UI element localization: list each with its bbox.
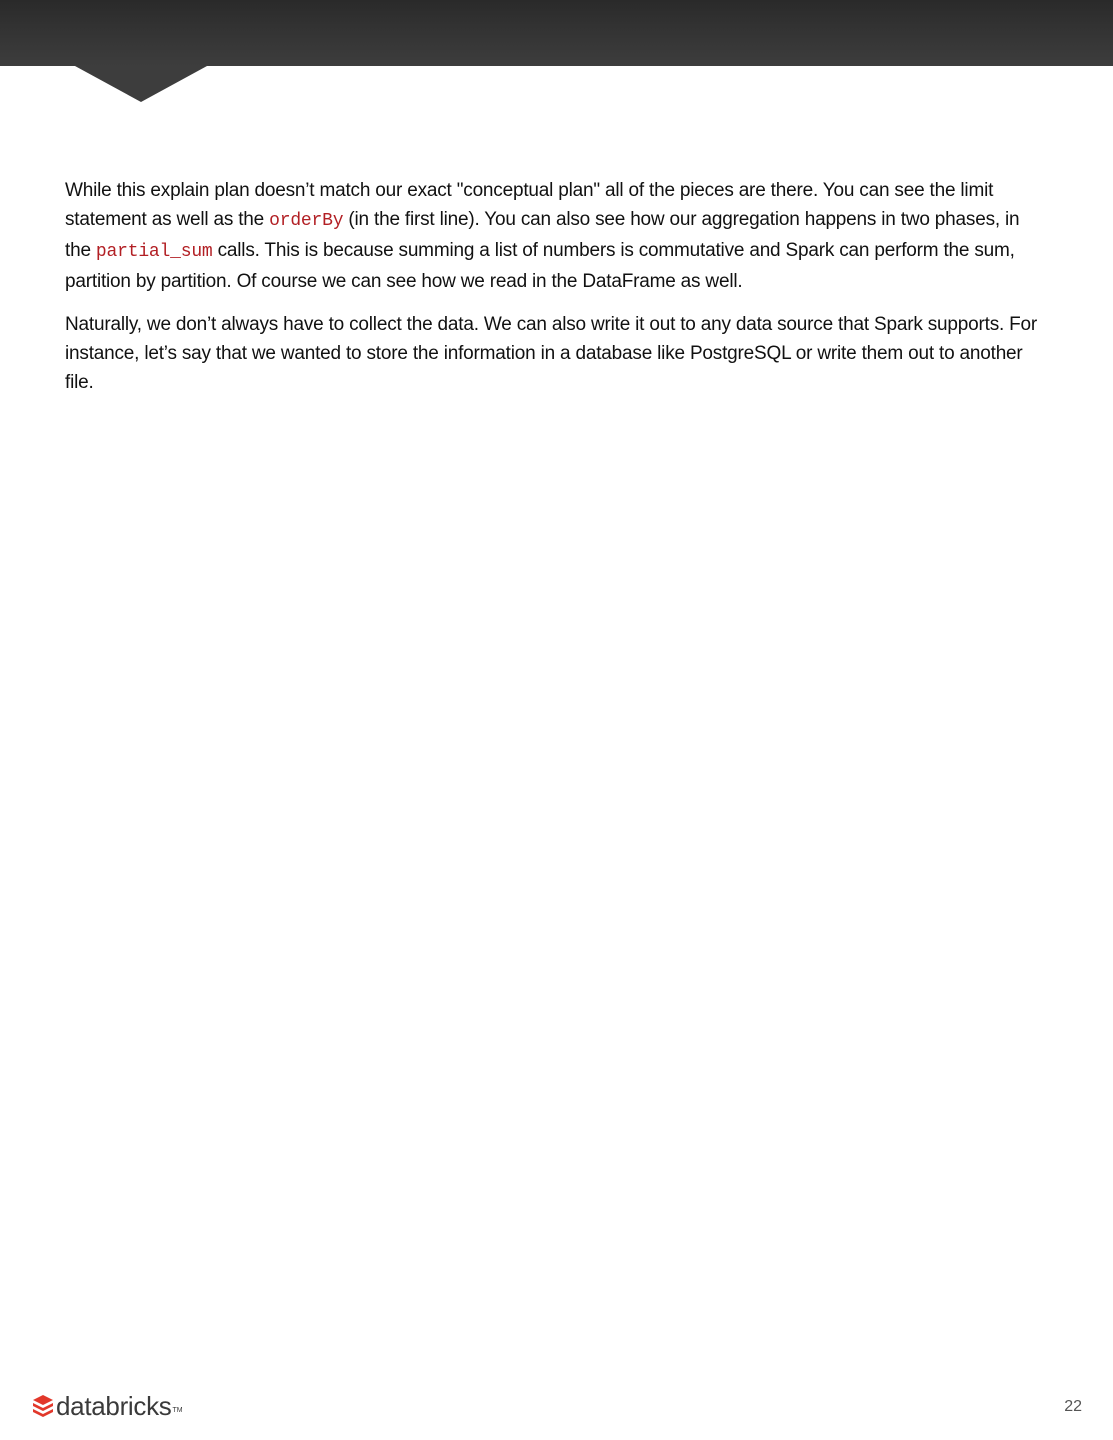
databricks-logo xyxy=(33,1391,183,1421)
paragraph-text: While this explain plan doesn’t match our exact "conceptual plan" all of the pieces are there. You can see the limit statement as well as the xyxy=(65,180,994,230)
paragraph-text: (in the first line). You can also see how our aggregation happens in two phases, in the xyxy=(65,209,1020,261)
paragraph-write-data: Naturally, we don’t always have to collect the data. We can also write it out to any data source that Spark supports. For instance, let’s say that we wanted to store the information in a database like PostgreSQL or write them out to another file. xyxy=(65,314,1038,393)
databricks-stack-icon xyxy=(33,1395,53,1417)
header-band xyxy=(0,0,1113,66)
page-number: 22 xyxy=(1064,1398,1082,1415)
main-content xyxy=(65,176,1050,411)
logo-text: databricks xyxy=(56,1390,172,1421)
paragraph-explain-plan xyxy=(65,176,1050,296)
inline-code-partial-sum: partial_sum xyxy=(95,242,213,262)
logo-trademark: TM xyxy=(172,1406,183,1414)
header-notch xyxy=(75,66,207,102)
inline-code-orderby: orderBy xyxy=(269,211,344,231)
paragraph-text: calls. This is because summing a list of numbers is commutative and Spark can perform the sum, partition by partition. Of course we can see how we read in the DataFrame as well. xyxy=(65,240,1015,292)
